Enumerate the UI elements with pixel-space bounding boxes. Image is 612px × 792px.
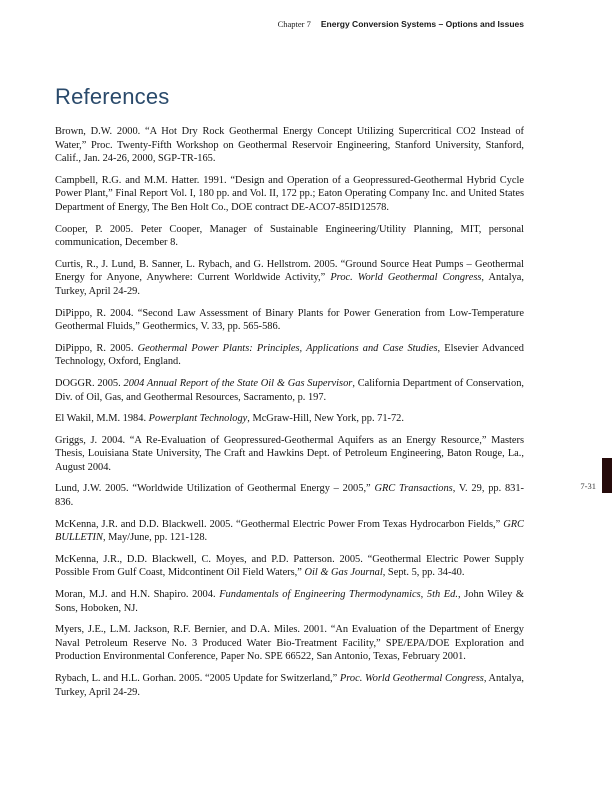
running-header xyxy=(278,19,524,29)
reference-entry xyxy=(55,412,524,426)
chapter-title: Energy Conversion Systems – Options and Issues xyxy=(320,19,524,29)
reference-text: , May/June, pp. 121-128. xyxy=(102,532,208,544)
reference-title-italic: Proc. World Geothermal Congress xyxy=(339,673,484,684)
reference-entry xyxy=(55,342,524,369)
reference-entry xyxy=(55,174,524,215)
reference-text: Myers, J.E., L.M. Jackson, R.F. Bernier, and D.A. Miles. 2001. “An Evaluation of the Department of Energy Naval Petroleum Reserve No. 3 Produced Water Bio-Treatment Facility,” SPE/EPA/DOE Exploration and Production Environmental Conference, Paper No. SPE 66522, San Antonio, Texas, February 2001. xyxy=(55,624,524,663)
reference-entry xyxy=(55,307,524,334)
reference-text: DiPippo, R. 2005. xyxy=(55,342,138,354)
reference-title-italic: GRC Transactions xyxy=(374,483,453,495)
reference-entry xyxy=(55,553,524,580)
reference-text: McKenna, J.R. and D.D. Blackwell. 2005. “Geothermal Electric Power From Texas Hydrocarbon Fields,” xyxy=(55,518,504,530)
reference-text: , V. 29, pp. 831-836. xyxy=(55,483,524,509)
reference-entry xyxy=(55,223,524,250)
reference-text: El Wakil, M.M. 1984. xyxy=(55,413,149,425)
reference-text: , Sept. 5, pp. 34-40. xyxy=(382,567,465,579)
reference-text: , John Wiley & Sons, Hoboken, NJ. xyxy=(55,589,525,614)
reference-text: DiPippo, R. 2004. “Second Law Assessment of Binary Plants for Power Generation from Low-Temperature Geothermal Fluids,” Geothermics, V. 33, pp. 565-586. xyxy=(55,307,524,333)
reference-text: , Antalya, Turkey, April 24-29. xyxy=(55,673,524,698)
reference-text: McKenna, J.R., D.D. Blackwell, C. Moyes, and P.D. Patterson. 2005. “Geothermal Electric Power Supply Possible From Gulf Coast, Midcontinent Oil Field Waters,” xyxy=(55,553,524,579)
reference-title-italic: Geothermal Power Plants: Principles, Applications and Case Studies xyxy=(137,342,438,354)
reference-text: DOGGR. 2005. xyxy=(55,377,124,389)
reference-text: , Elsevier Advanced Technology, Oxford, England. xyxy=(55,342,524,368)
reference-text: Brown, D.W. 2000. “A Hot Dry Rock Geothermal Energy Concept Utilizing Supercritical CO2 Instead of Water,” Proc. Twenty-Fifth Workshop on Geothermal Reservoir Engineering, Stanford University, Stanford, Calif., Jan. 24-26, 2000, SGP-TR-165. xyxy=(55,126,524,165)
reference-entry xyxy=(55,518,524,545)
reference-title-italic: GRC BULLETIN xyxy=(55,518,524,544)
references-list xyxy=(55,125,524,699)
page-content xyxy=(55,84,524,707)
reference-text: Moran, M.J. and H.N. Shapiro. 2004. xyxy=(55,589,220,601)
reference-entry xyxy=(55,482,524,509)
reference-title-italic: Oil & Gas Journal xyxy=(304,567,383,579)
reference-entry xyxy=(55,258,524,299)
reference-entry xyxy=(55,125,524,166)
reference-text: , McGraw-Hill, New York, pp. 71-72. xyxy=(247,413,404,425)
reference-text: , California Department of Conservation, Div. of Oil, Gas, and Geothermal Resources, Sacramento, p. 197. xyxy=(55,377,524,403)
chapter-edge-tab xyxy=(602,458,612,493)
reference-title-italic: Fundamentals of Engineering Thermodynamics, 5th Ed. xyxy=(219,589,458,601)
reference-text: Campbell, R.G. and M.M. Hatter. 1991. “Design and Operation of a Geopressured-Geothermal Hybrid Cycle Power Plant,” Final Report Vol. I, 180 pp. and Vol. II, 172 pp.; Eaton Operating Company Inc. and United States Department of Energy, The Ben Holt Co., DOE contract DE-ACO7-85ID12578. xyxy=(55,174,524,213)
page-number: 7-31 xyxy=(580,481,596,491)
reference-entry xyxy=(55,588,524,615)
reference-text: Rybach, L. and H.L. Gorhan. 2005. “2005 Update for Switzerland,” xyxy=(55,673,340,684)
reference-title-italic: Powerplant Technology xyxy=(148,413,248,425)
reference-text: Griggs, J. 2004. “A Re-Evaluation of Geopressured-Geothermal Aquifers as an Energy Resource,” Masters Thesis, Louisiana State University, The Craft and Hawkins Dept. of Petroleum Engineering, Baton Rouge, La., August 2004. xyxy=(55,434,524,473)
reference-title-italic: Proc. World Geothermal Congress xyxy=(330,272,482,284)
reference-text: , Antalya, Turkey, April 24-29. xyxy=(55,272,524,297)
reference-entry xyxy=(55,377,524,404)
reference-title-italic: 2004 Annual Report of the State Oil & Gas Supervisor xyxy=(123,377,353,389)
reference-text: Cooper, P. 2005. Peter Cooper, Manager of Sustainable Engineering/Utility Planning, MIT, personal communication, December 8. xyxy=(55,223,524,249)
section-heading: References xyxy=(55,84,170,109)
reference-entry xyxy=(55,672,524,699)
reference-text: Curtis, R., J. Lund, B. Sanner, L. Rybach, and G. Hellstrom. 2005. “Ground Source Heat Pumps – Geothermal Energy for Anyone, Anywhere: Current Worldwide Activity,” xyxy=(55,258,524,284)
reference-entry xyxy=(55,434,524,475)
reference-text: Lund, J.W. 2005. “Worldwide Utilization of Geothermal Energy – 2005,” xyxy=(55,483,375,495)
reference-entry xyxy=(55,623,524,664)
chapter-label: Chapter 7 xyxy=(277,19,311,29)
